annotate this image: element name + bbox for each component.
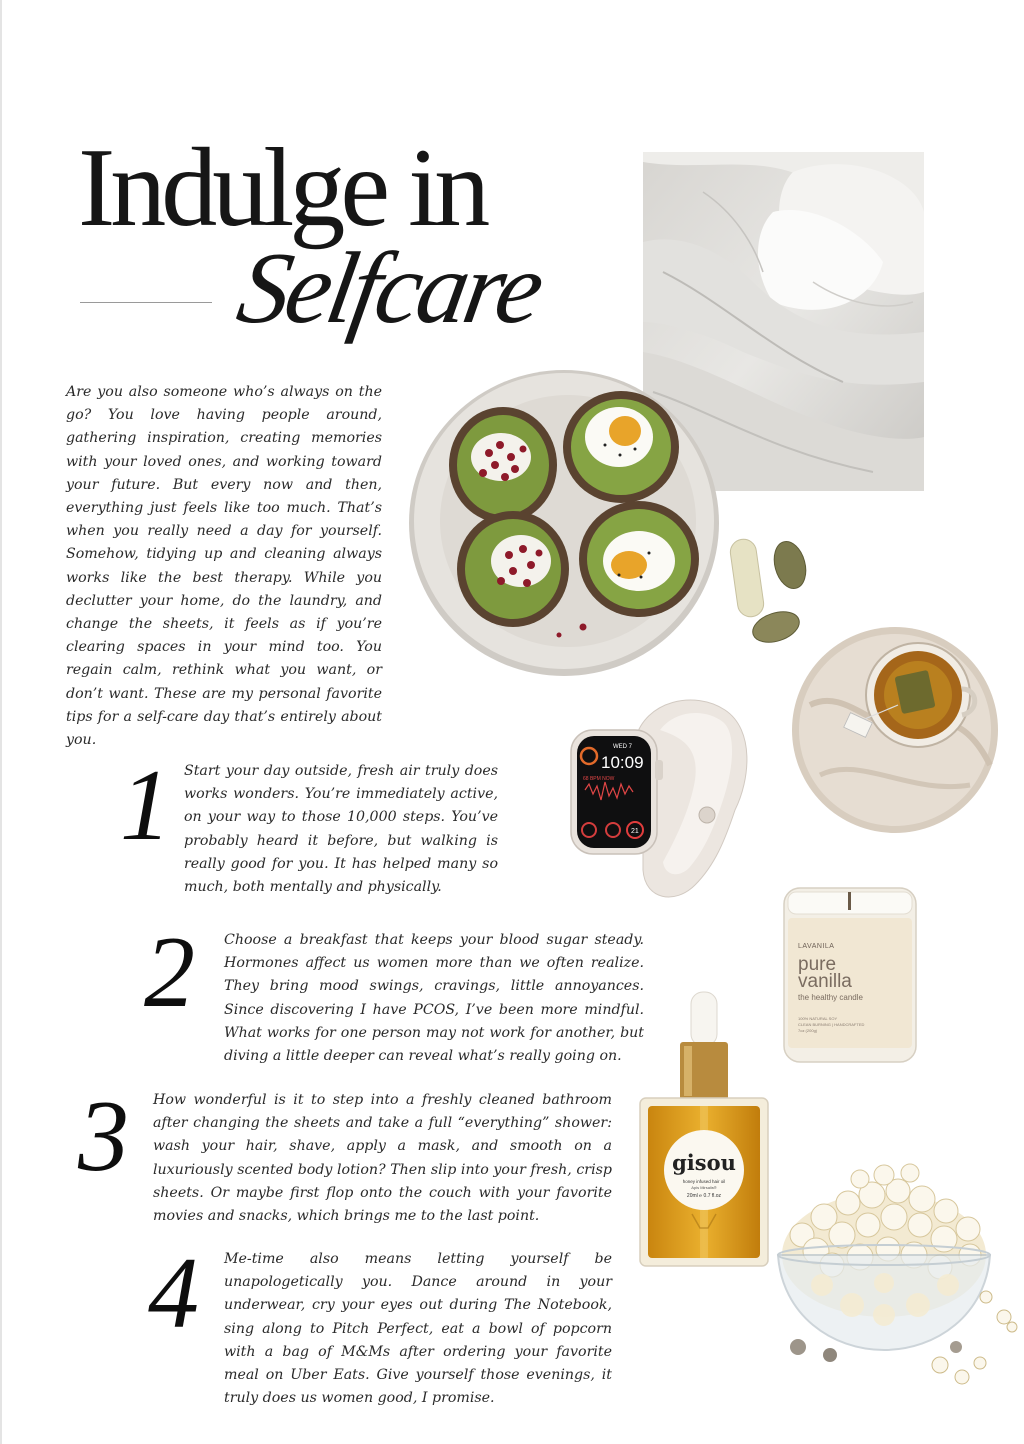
toast-3 [457, 511, 569, 627]
avocado-toast-plate [405, 365, 723, 681]
title-line-1: Indulge in [78, 126, 486, 250]
step-2-text: Choose a breakfast that keeps your blood sugar steady. Hormones affect us women more than we often realize. They bring mood swings, cravings, little annoyances. Since discovering I have PCOS, I’ve been more mindful. What works for one person may not work for another, but diving a little deeper can reveal what’s really going on. [224, 932, 644, 1065]
watch-day: WED 7 [613, 744, 633, 750]
step-1-text: Start your day outside, fresh air truly does works wonders. You’re immediately active, on your way to those 10,000 steps. You’ve probably heard it before, but walking is really good for you. It has helped many so much, both mentally and physically. [184, 763, 498, 896]
watch-complication: 21 [631, 828, 639, 835]
candle-name-line2: vanilla [798, 971, 852, 992]
intro-paragraph: Are you also someone who’s always on the go? You love having people around, gathering inspiration, creating memories with your loved ones, and working toward your future. But every now and then, everything just feels like too much. That’s when you really need a day for yourself. Somehow, tidying up and cleaning always works like the best therapy. While you declutter your home, do the laundry, and change the sheets, it feels as if you’re clearing spaces in your mind too. You regain calm, rethink what you want, or don’t want. These are my personal favorite tips for a self-care day that’s entirely about you. [66, 384, 382, 749]
step-4-text: Me-time also means letting yourself be unapologetically you. Dance around in your underwear, cry your eyes out during The Notebook, sing along to Pitch Perfect, eat a bowl of popcorn with a bag of M&Ms after ordering your favorite meal on Uber Eats. Give yourself those evenings, it truly does us women good, I promise. [224, 1251, 612, 1407]
step-4-number: 4 [148, 1237, 199, 1350]
oil-line1: honey infused hair oil [682, 1179, 726, 1184]
oil-brand: gisou [672, 1150, 736, 1175]
step-1-number: 1 [120, 749, 171, 862]
hair-oil-bottle [636, 990, 772, 1270]
tea-cup-tray [790, 625, 1000, 835]
watch-time: 10:09 [601, 753, 644, 772]
step-2-number: 2 [144, 916, 195, 1029]
candle-brand: LAVANILA [798, 943, 835, 950]
toast-2 [563, 391, 679, 503]
toast-1 [449, 407, 557, 523]
title-rule [80, 302, 212, 303]
candle-fine-print-2: CLEAN BURNING | HANDCRAFTED [798, 1022, 865, 1027]
smartwatch-photo [565, 690, 753, 900]
candle-fine-print-1: 100% NATURAL SOY [798, 1016, 838, 1021]
oil-line2: Apis Mirsalis® [691, 1185, 717, 1190]
candle-fine-print-3: 7oz (200g) [798, 1028, 818, 1033]
title-line-2: Selfcare [230, 232, 549, 345]
popcorn-bowl [772, 1155, 1024, 1390]
candle-name-line1: pure [798, 954, 837, 975]
step-3-text: How wonderful is it to step into a freshly cleaned bathroom after changing the sheets and take a full “everything” shower: wash your hair, shave, apply a mask, and smooth on a luxuriously scented body lotion? Then slip into your fresh, crisp sheets. Or maybe first flop onto the couch with your favorite movies and snacks, which brings me to the last point. [153, 1092, 612, 1225]
candle-tagline: the healthy candle [798, 993, 863, 1002]
watch-bpm: 68 BPM NOW [583, 776, 615, 782]
vanilla-candle-jar [778, 886, 922, 1064]
page-edge [0, 0, 2, 1444]
step-3-number: 3 [78, 1080, 129, 1193]
toast-4 [579, 501, 699, 617]
oil-volume: 20ml ℮ 0.7 fl.oz [686, 1193, 722, 1199]
